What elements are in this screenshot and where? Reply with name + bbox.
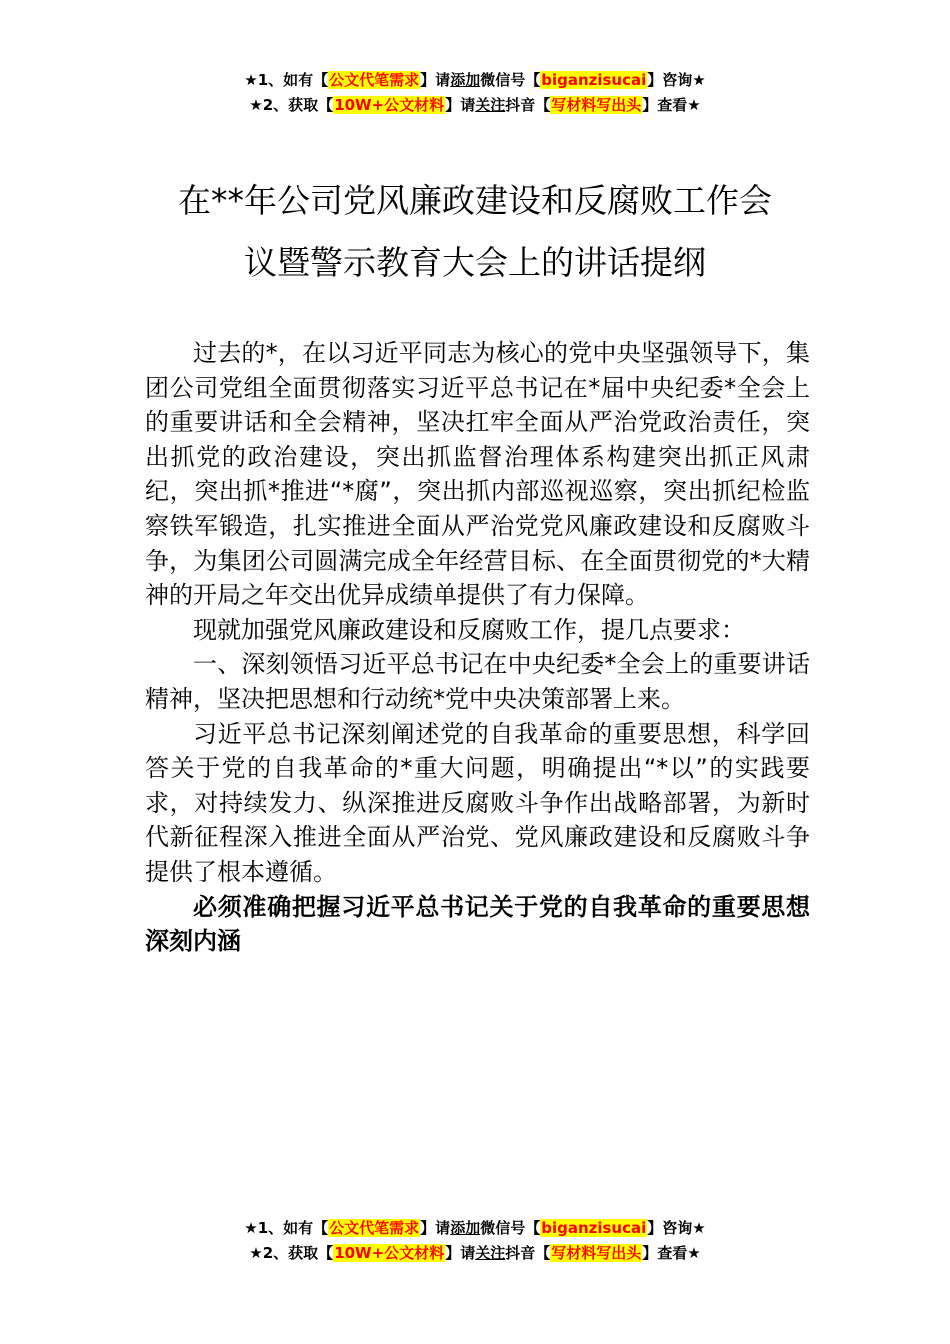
subheading-bold: 必须准确把握习近平总书记关于党的自我革命的重要思想深刻内涵 <box>145 892 810 956</box>
promo-highlight-service: 公文代笔需求 <box>329 1219 420 1237</box>
promo-line-2: ★2、获取【10W+公文材料】请关注抖音【写材料写出头】查看★ <box>249 96 701 114</box>
document-title-line-1: 在**年公司党风廉政建设和反腐败工作会 <box>178 181 772 220</box>
promo-emphasis-follow: 关注 <box>475 1244 506 1262</box>
promo-line-2: ★2、获取【10W+公文材料】请关注抖音【写材料写出头】查看★ <box>249 1244 701 1262</box>
promo-line-1: ★1、如有【公文代笔需求】请添加微信号【biganzisucai】咨询★ <box>244 1219 706 1237</box>
paragraph-self-revolution: 习近平总书记深刻阐述党的自我革命的重要思想，科学回答关于党的自我革命的*重大问题，明确提出“*以”的实践要求，对持续发力、纵深推进反腐败斗争作出战略部署，为新时代新征程深入推进全面从严治党、党风廉政建设和反腐败斗争提供了根本遵循。 <box>145 719 810 886</box>
promo-highlight-materials: 10W+公文材料 <box>334 1244 445 1262</box>
document-title <box>0 170 950 294</box>
promo-line-1: ★1、如有【公文代笔需求】请添加微信号【biganzisucai】咨询★ <box>244 71 706 89</box>
document-title-line-2: 议暨警示教育大会上的讲话提纲 <box>244 243 706 282</box>
paragraph-review: 过去的*，在以习近平同志为核心的党中央坚强领导下，集团公司党组全面贯彻落实习近平总书记在*届中央纪委*全会上的重要讲话和全会精神，坚决扛牢全面从严治党政治责任，突出抓党的政治建设，突出抓监督治理体系构建突出抓正风肃纪，突出抓*推进“*腐”，突出抓内部巡视巡察，突出抓纪检监察铁军锻造，扎实推进全面从严治党党风廉政建设和反腐败斗争，为集团公司圆满完成全年经营目标、在全面贯彻党的*大精神的开局之年交出优异成绩单提供了有力保障。 <box>145 339 810 610</box>
footer-promo <box>0 1216 950 1266</box>
promo-highlight-douyin-account: 写材料写出头 <box>551 96 642 114</box>
header-promo <box>0 68 950 118</box>
promo-highlight-douyin-account: 写材料写出头 <box>551 1244 642 1262</box>
section-heading-1: 一、深刻领悟习近平总书记在中央纪委*全会上的重要讲话精神，坚决把思想和行动统*党中央决策部署上来。 <box>145 650 810 713</box>
promo-emphasis-follow: 关注 <box>475 96 506 114</box>
paragraph-requirements-intro: 现就加强党风廉政建设和反腐败工作，提几点要求： <box>193 615 745 644</box>
document-body <box>145 336 810 959</box>
promo-highlight-wechat-id: biganzisucai <box>541 1219 647 1237</box>
promo-highlight-wechat-id: biganzisucai <box>541 71 647 89</box>
promo-highlight-service: 公文代笔需求 <box>329 71 420 89</box>
promo-emphasis-add: 添加 <box>450 71 481 89</box>
promo-emphasis-add: 添加 <box>450 1219 481 1237</box>
promo-highlight-materials: 10W+公文材料 <box>334 96 445 114</box>
